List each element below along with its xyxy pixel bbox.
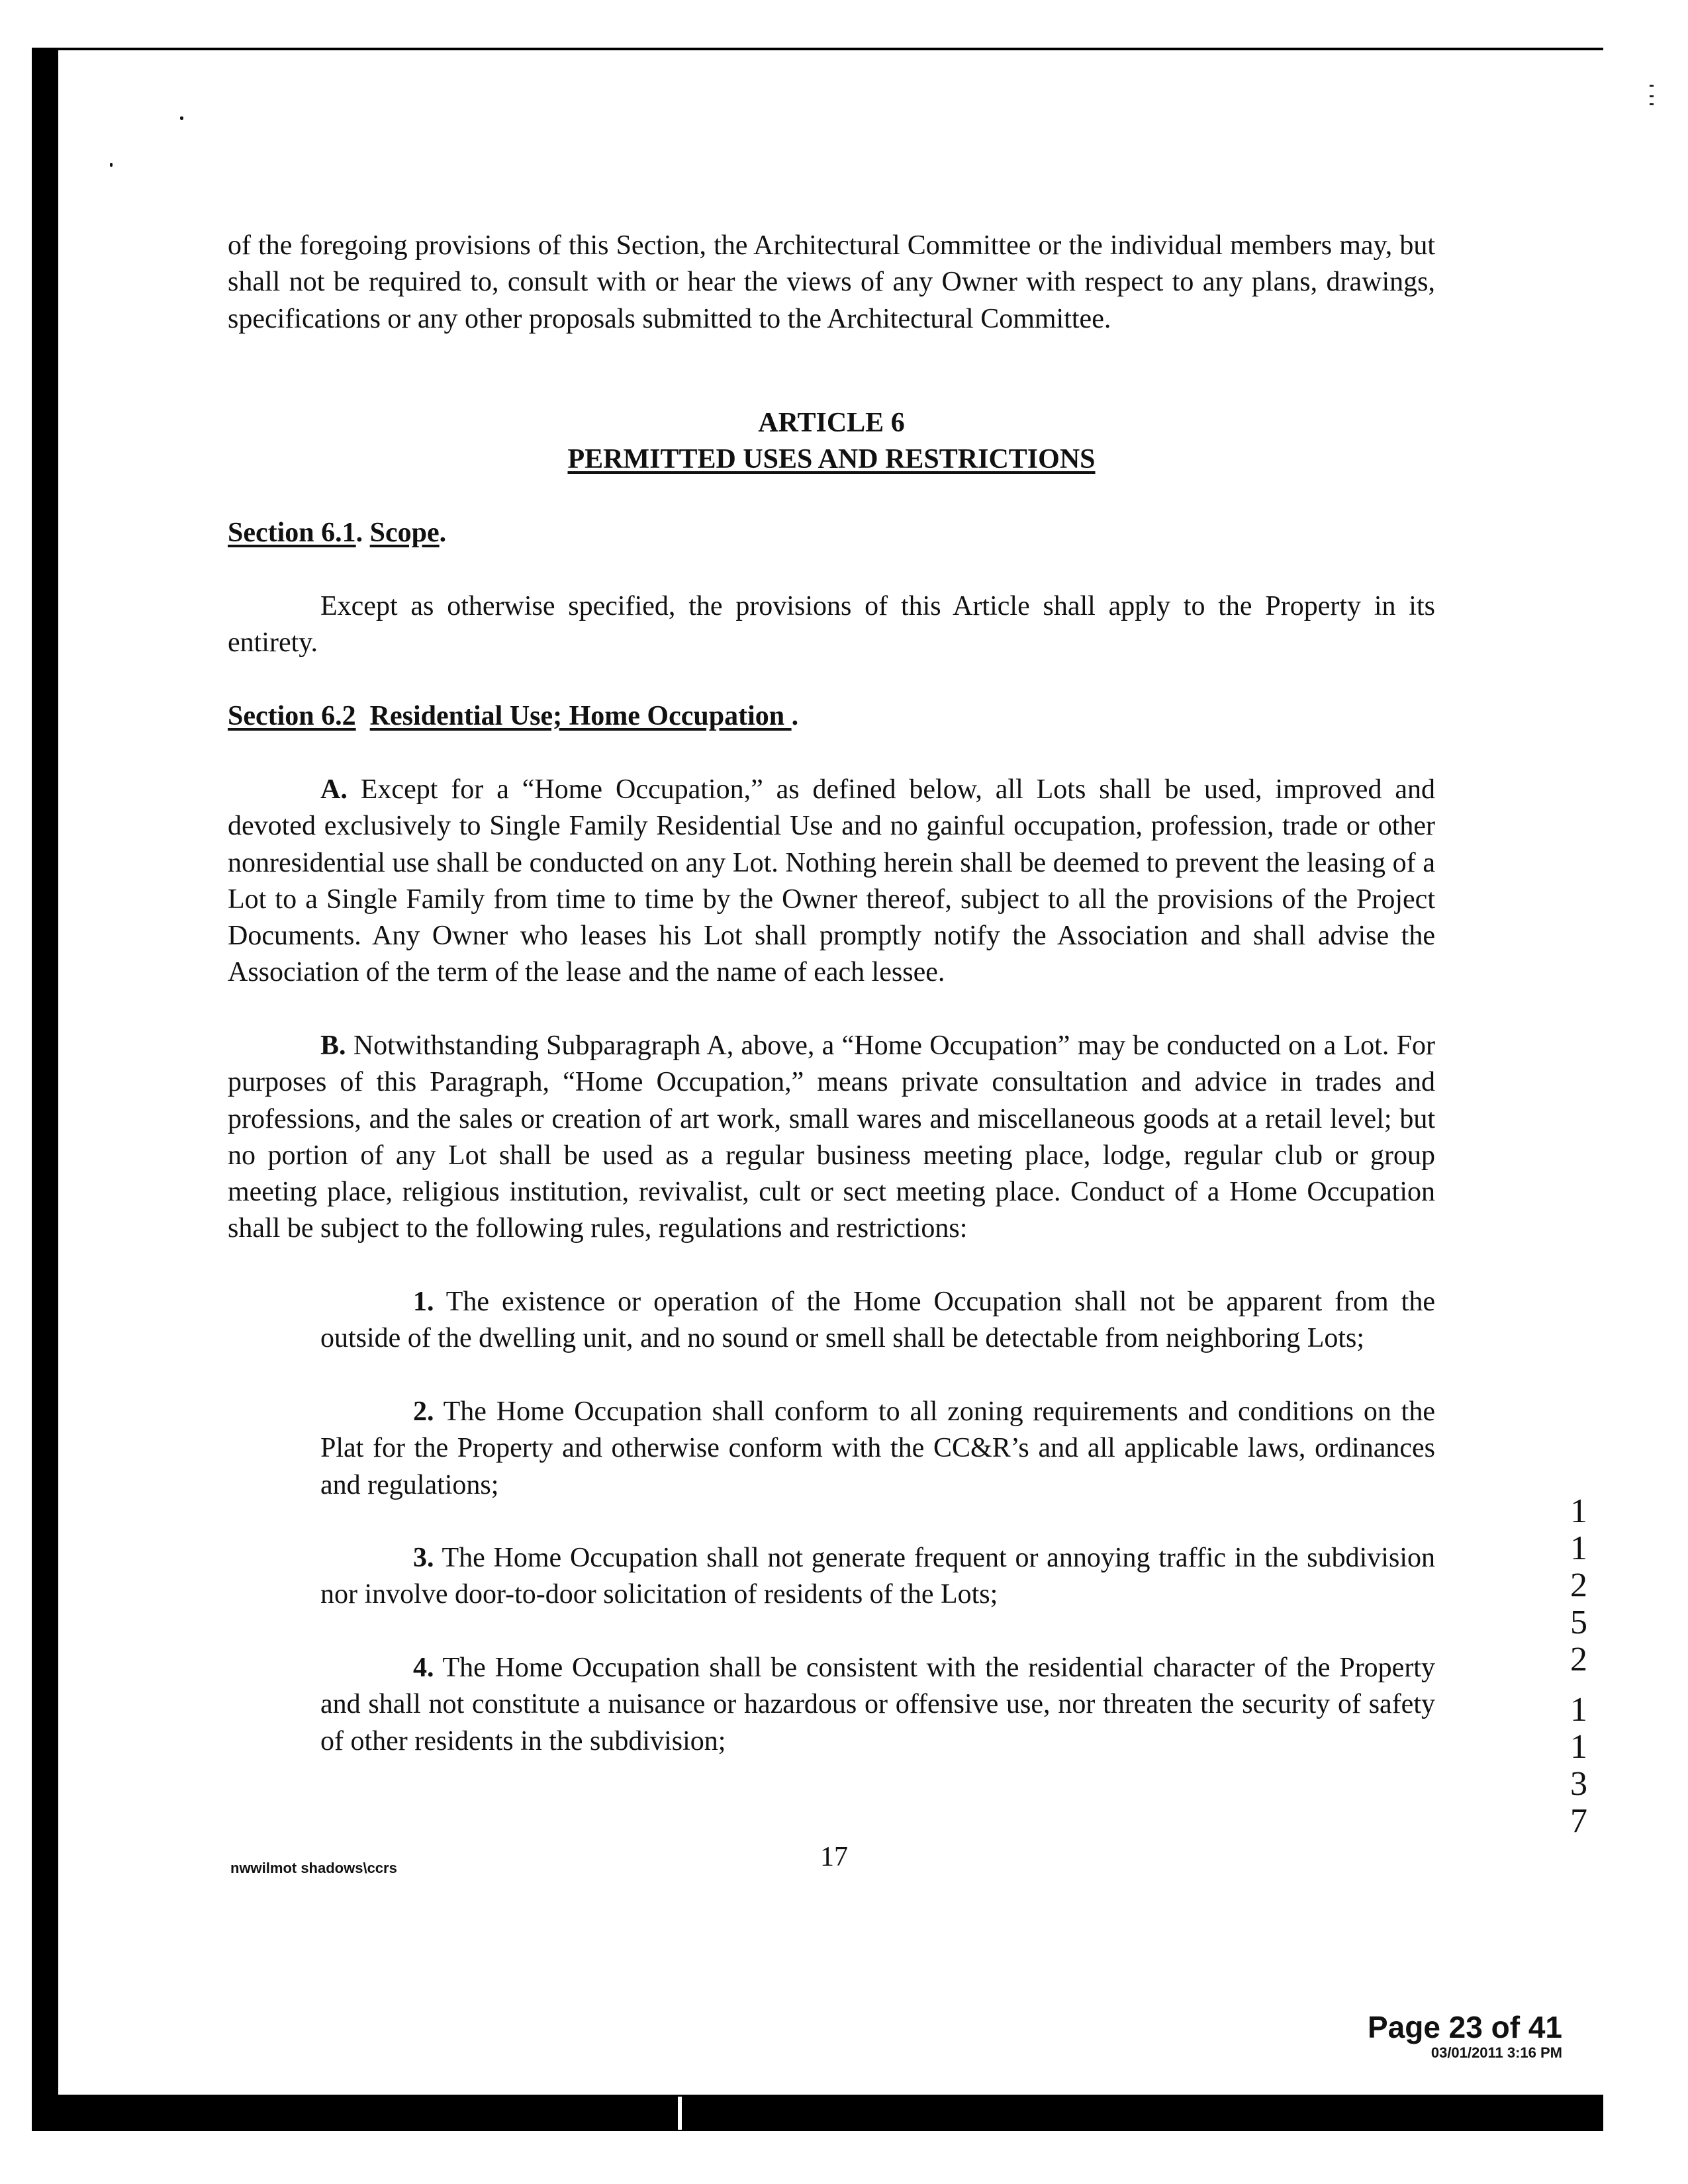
paragraph-a <box>228 772 1435 991</box>
article-number: ARTICLE 6 <box>758 408 905 438</box>
scope-text: Except as otherwise specified, the provisions of this Article shall apply to the Property in its entirety. <box>228 591 1435 659</box>
section-6-1-number: Section 6.1 <box>228 518 356 548</box>
recording-digit: 1 <box>1570 1728 1587 1766</box>
recording-digit: 7 <box>1570 1802 1587 1840</box>
rule-2-number: 2. <box>413 1396 434 1427</box>
rule-1 <box>320 1284 1435 1357</box>
section-6-1-period: . <box>439 518 447 548</box>
recording-digit: 1 <box>1570 1691 1587 1729</box>
article-title <box>228 441 1435 478</box>
paragraph-a-label: A. <box>320 774 348 805</box>
section-6-2-heading <box>228 698 798 735</box>
section-6-1-title: Scope <box>369 518 440 548</box>
rule-4-number: 4. <box>413 1653 434 1683</box>
scan-edge-mark <box>1650 85 1654 87</box>
continuation-text: of the foregoing provisions of this Section, the Architectural Committee or the individual members may, but shall not be required to, consult with or hear the views of any Owner with respect to any plans, drawings, specifications or any other proposals submitted to the Architectural Committee. <box>228 230 1435 334</box>
scan-border-tick <box>678 2097 682 2130</box>
recorder-stamp <box>1368 2010 1562 2062</box>
recording-digit: 1 <box>1570 1492 1587 1530</box>
paragraph-b-label: B. <box>320 1030 346 1061</box>
section-6-2-number: Section 6.2 <box>228 701 356 731</box>
section-6-1-separator: . <box>355 518 370 548</box>
rule-1-number: 1. <box>413 1287 434 1317</box>
recording-number-upper <box>1562 1493 1595 1678</box>
recording-number-lower <box>1562 1692 1595 1840</box>
rule-4 <box>320 1650 1435 1760</box>
scope-paragraph <box>228 588 1435 662</box>
article-title-text: PERMITTED USES AND RESTRICTIONS <box>567 444 1096 475</box>
rule-2 <box>320 1394 1435 1504</box>
rule-4-text: The Home Occupation shall be consistent with the residential character of the Property and shall not constitute a nuisance or hazardous or offensive use, nor threaten the security of safety of other residents in the subdivision; <box>320 1653 1435 1756</box>
scan-edge-mark <box>1650 95 1654 97</box>
paragraph-b-text: Notwithstanding Subparagraph A, above, a “Home Occupation” may be conducted on a Lot. For purposes of this Paragraph, “Home Occupation,” means private consultation and advice in trades and professions, and the sales or creation of art work, small wares and miscellaneous goods at a retail level; but no portion of any Lot shall be used as a regular business meeting place, lodge, regular club or group meeting place, religious institution, revivalist, cult or sect meeting place. Conduct of a Home Occupation shall be subject to the following rules, regulations and restrictions: <box>228 1030 1436 1244</box>
scan-border-left <box>32 48 58 2131</box>
scan-speck <box>110 163 113 167</box>
rule-1-text: The existence or operation of the Home Occupation shall not be apparent from the outside of the dwelling unit, and no sound or smell shall be detectable from neighboring Lots; <box>320 1287 1435 1354</box>
stamp-datetime: 03/01/2011 3:16 PM <box>1430 2044 1562 2061</box>
section-6-2-period: . <box>791 701 799 731</box>
footer-page-number: 17 <box>820 1842 848 1872</box>
scan-speck <box>180 116 183 120</box>
rule-3 <box>320 1540 1435 1614</box>
scan-border-top <box>58 48 1603 50</box>
recording-digit: 2 <box>1570 1641 1587 1678</box>
stamp-page-count: Page 23 of 41 <box>1367 2010 1562 2044</box>
rule-2-text: The Home Occupation shall conform to all zoning requirements and conditions on the Plat for the Property and otherwise conform with the CC&R’s and all applicable laws, ordinances and regulations; <box>320 1396 1435 1500</box>
rule-3-number: 3. <box>413 1543 434 1573</box>
recording-digit: 1 <box>1570 1529 1587 1567</box>
recording-digit: 2 <box>1570 1567 1587 1604</box>
paragraph-b <box>228 1028 1435 1248</box>
scan-edge-mark <box>1650 103 1654 105</box>
scan-border-bottom <box>32 2095 1603 2131</box>
footer-file-path: nwwilmot shadows\ccrs <box>230 1860 397 1876</box>
recording-digit: 3 <box>1570 1765 1587 1803</box>
recording-digit: 5 <box>1570 1604 1587 1641</box>
paragraph-a-text: Except for a “Home Occupation,” as defined below, all Lots shall be used, improved and devoted exclusively to Single Family Residential Use and no gainful occupation, profession, trade or other nonresidential use shall be conducted on any Lot. Nothing herein shall be deemed to prevent the leasing of a Lot to a Single Family from time to time by the Owner thereof, subject to all the provisions of the Project Documents. Any Owner who leases his Lot shall promptly notify the Association and shall advise the Association of the term of the lease and the name of each lessee. <box>228 774 1436 988</box>
section-6-1-heading <box>228 515 446 551</box>
continuation-paragraph <box>228 228 1435 338</box>
section-6-2-title: Residential Use; Home Occupation <box>369 701 792 731</box>
rule-3-text: The Home Occupation shall not generate frequent or annoying traffic in the subdivision nor involve door-to-door solicitation of residents of the Lots; <box>320 1543 1435 1610</box>
